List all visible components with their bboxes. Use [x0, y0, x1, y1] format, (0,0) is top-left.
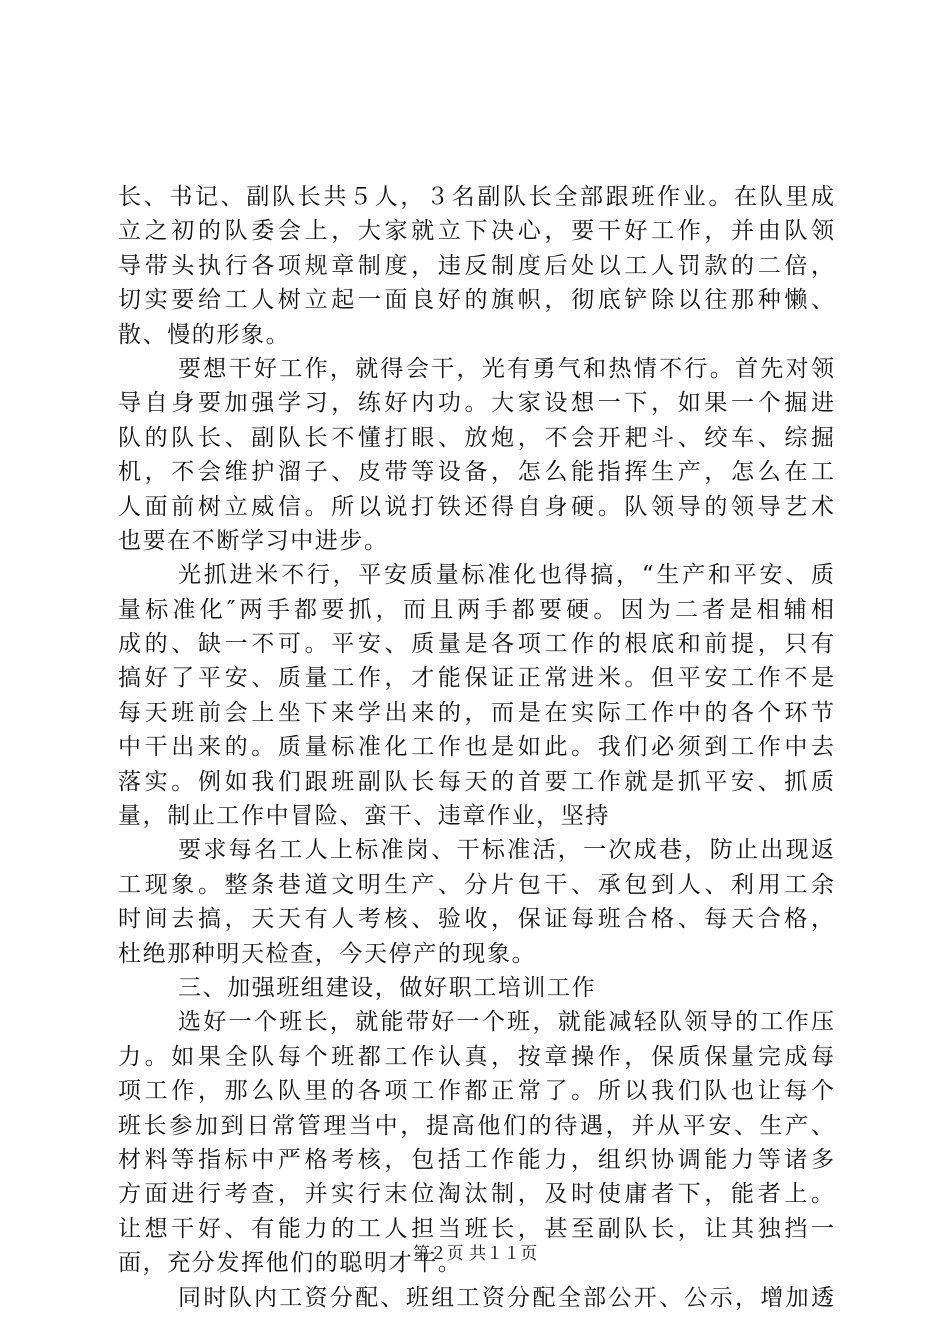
text-line: 队的队长、副队长不懂打眼、放炮，不会开耙斗、绞车、综掘 [118, 424, 834, 451]
text-line: 机，不会维护溜子、皮带等设备，怎么能指挥生产，怎么在工 [118, 459, 834, 486]
section-heading: 三、加强班组建设，做好职工培训工作 [178, 974, 597, 1001]
text-line: 材料等指标中严格考核，包括工作能力，组织协调能力等诸多 [118, 1146, 834, 1173]
text-line: 要求每名工人上标准岗、干标准活，一次成巷，防止出现返 [178, 837, 834, 864]
text-line: 人面前树立威信。所以说打铁还得自身硬。队领导的领导艺术 [118, 493, 834, 520]
text-line: 要想干好工作，就得会干，光有勇气和热情不行。首先对领 [178, 355, 834, 382]
text-line: 散、慢的形象。 [118, 321, 291, 348]
page-number-footer: 第２页 共１１页 [412, 1244, 538, 1264]
text-line: 力。如果全队每个班都工作认真，按章操作，保质保量完成每 [118, 1043, 834, 1070]
text-line: 时间去搞，天天有人考核、验收，保证每班合格、每天合格， [118, 906, 834, 933]
text-line: 量标准化″两手都要抓，而且两手都要硬。因为二者是相辅相 [118, 596, 834, 623]
text-line: 项工作，那么队里的各项工作都正常了。所以我们队也让每个 [118, 1078, 834, 1105]
text-line: 中干出来的。质量标准化工作也是如此。我们必须到工作中去 [118, 734, 834, 761]
text-line: 每天班前会上坐下来学出来的，而是在实际工作中的各个环节 [118, 699, 834, 726]
text-line: 长、书记、副队长共５人，３名副队长全部跟班作业。在队里成 [118, 184, 834, 210]
text-line: 搞好了平安、质量工作，才能保证正常进米。但平安工作不是 [118, 665, 834, 692]
text-line: 光抓进米不行，平安质量标准化也得搞，“生产和平安、质 [178, 562, 834, 589]
text-line: 导带头执行各项规章制度，违反制度后处以工人罚款的二倍， [118, 252, 834, 279]
text-line: 选好一个班长，就能带好一个班，就能减轻队领导的工作压 [178, 1009, 834, 1036]
text-line: 导自身要加强学习，练好内功。大家设想一下，如果一个掘进 [118, 390, 834, 417]
text-line: 切实要给工人树立起一面良好的旗帜，彻底铲除以往那种懒、 [118, 287, 834, 314]
text-line: 让想干好、有能力的工人担当班长，甚至副队长，让其独挡一 [118, 1215, 834, 1242]
text-line: 杜绝那种明天检查，今天停产的现象。 [118, 940, 537, 967]
text-line: 也要在不断学习中进步。 [118, 527, 389, 554]
text-line: 方面进行考查，并实行末位淘汰制，及时使庸者下，能者上。 [118, 1181, 834, 1208]
text-line: 班长参加到日常管理当中，提高他们的待遇，并从平安、生产、 [118, 1112, 834, 1139]
text-line: 同时队内工资分配、班组工资分配全部公开、公示，增加透 [178, 1284, 834, 1311]
text-line: 面，充分发挥他们的聪明才干。 [118, 1250, 463, 1277]
text-line: 成的、缺一不可。平安、质量是各项工作的根底和前提，只有 [118, 631, 834, 658]
text-line: 落实。例如我们跟班副队长每天的首要工作就是抓平安、抓质 [118, 768, 834, 795]
text-line: 立之初的队委会上，大家就立下决心，要干好工作，并由队领 [118, 218, 834, 245]
document-body [118, 180, 834, 1315]
text-line: 量，制止工作中冒险、蛮干、违章作业，坚持 [118, 803, 610, 830]
text-line: 工现象。整条巷道文明生产、分片包干、承包到人、利用工余 [118, 871, 834, 898]
